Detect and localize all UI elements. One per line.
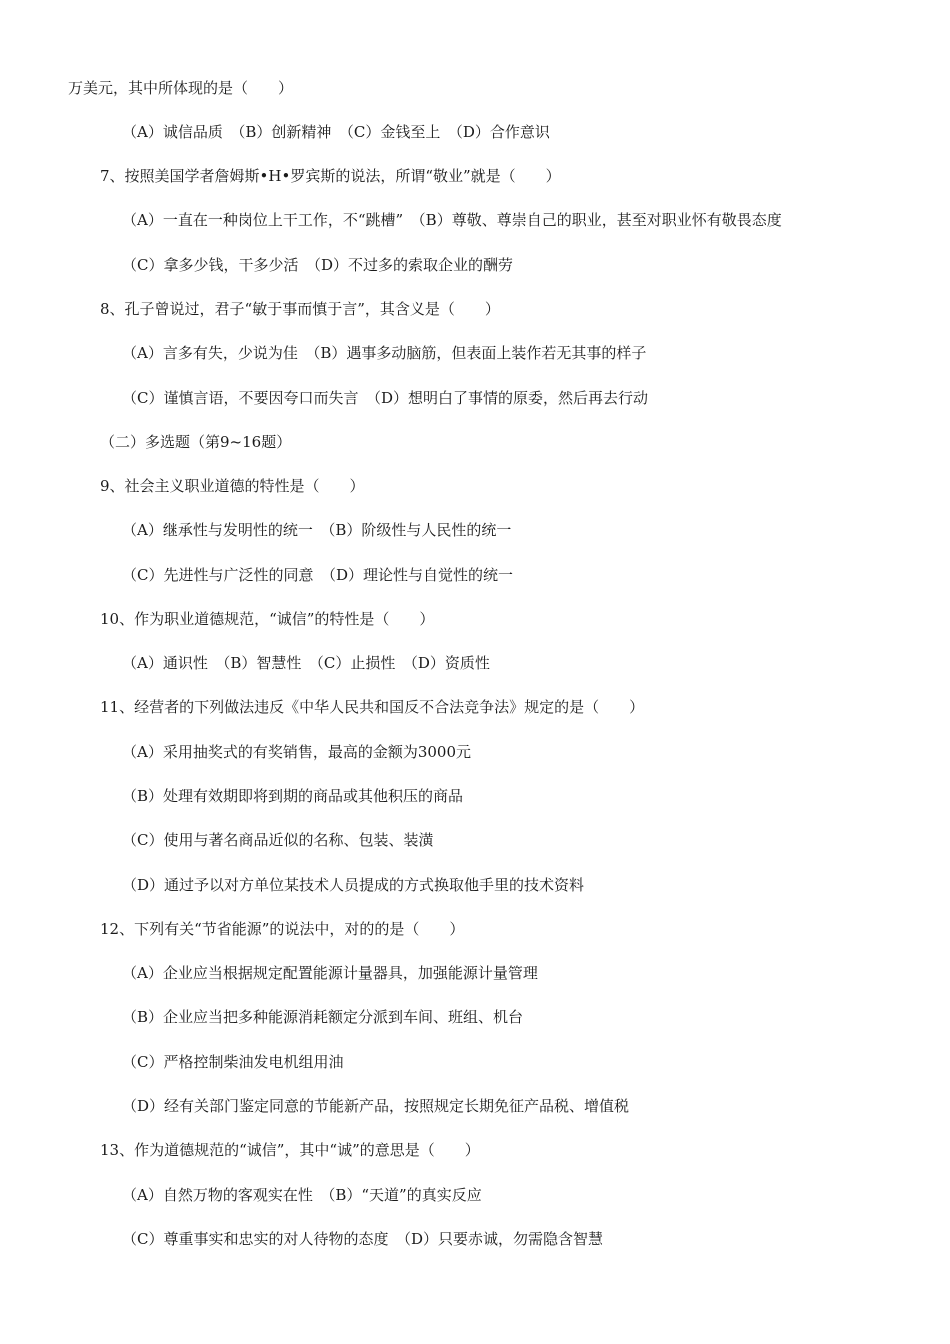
section-heading: （二）多选题（第9~16题） xyxy=(100,433,292,451)
text-line: （C）严格控制柴油发电机组用油 xyxy=(122,1053,344,1071)
text-line: （A）言多有失，少说为佳 （B）遇事多动脑筋，但表面上装作若无其事的样子 xyxy=(122,344,647,362)
text-line: （A）一直在一种岗位上干工作，不“跳槽” （B）尊敬、尊崇自己的职业，甚至对职业怀有敬畏态度 xyxy=(122,211,782,229)
text-line: （C）拿多少钱，干多少活 （D）不过多的索取企业的酬劳 xyxy=(122,256,514,274)
text-line: （C）先进性与广泛性的同意 （D）理论性与自觉性的统一 xyxy=(122,566,514,584)
text-line: （B）处理有效期即将到期的商品或其他积压的商品 xyxy=(122,787,464,805)
text-line: （D）经有关部门鉴定同意的节能新产品，按照规定长期免征产品税、增值税 xyxy=(122,1097,630,1115)
text-line: （A）企业应当根据规定配置能源计量器具，加强能源计量管理 xyxy=(122,964,538,982)
text-line: （C）使用与著名商品近似的名称、包装、装潢 xyxy=(122,831,434,849)
question-9: 9、社会主义职业道德的特性是（ ） xyxy=(100,477,365,495)
text-line: （A）采用抽奖式的有奖销售，最高的金额为3000元 xyxy=(122,743,472,761)
text-line: 万美元，其中所体现的是（ ） xyxy=(68,79,294,97)
text-line: （A）自然万物的客观实在性 （B）“天道”的真实反应 xyxy=(122,1186,482,1204)
text-line: （B）企业应当把多种能源消耗额定分派到车间、班组、机台 xyxy=(122,1008,524,1026)
text-line: （C）谨慎言语，不要因夸口而失言 （D）想明白了事情的原委，然后再去行动 xyxy=(122,389,649,407)
question-7: 7、按照美国学者詹姆斯•H•罗宾斯的说法，所谓“敬业”就是（ ） xyxy=(100,167,561,185)
question-11: 11、经营者的下列做法违反《中华人民共和国反不合法竞争法》规定的是（ ） xyxy=(100,698,645,716)
question-10: 10、作为职业道德规范，“诚信”的特性是（ ） xyxy=(100,610,435,628)
text-line: （A）通识性 （B）智慧性 （C）止损性 （D）资质性 xyxy=(122,654,490,672)
text-line: （A）继承性与发明性的统一 （B）阶级性与人民性的统一 xyxy=(122,521,512,539)
text-line: （A）诚信品质 （B）创新精神 （C）金钱至上 （D）合作意识 xyxy=(122,123,550,141)
question-13: 13、作为道德规范的“诚信”，其中“诚”的意思是（ ） xyxy=(100,1141,480,1159)
text-line: （D）通过予以对方单位某技术人员提成的方式换取他手里的技术资料 xyxy=(122,876,585,894)
question-8: 8、孔子曾说过，君子“敏于事而慎于言”，其含义是（ ） xyxy=(100,300,500,318)
text-line: （C）尊重事实和忠实的对人待物的态度 （D）只要赤诚，勿需隐含智慧 xyxy=(122,1230,604,1248)
question-12: 12、下列有关“节省能源”的说法中，对的的是（ ） xyxy=(100,920,465,938)
